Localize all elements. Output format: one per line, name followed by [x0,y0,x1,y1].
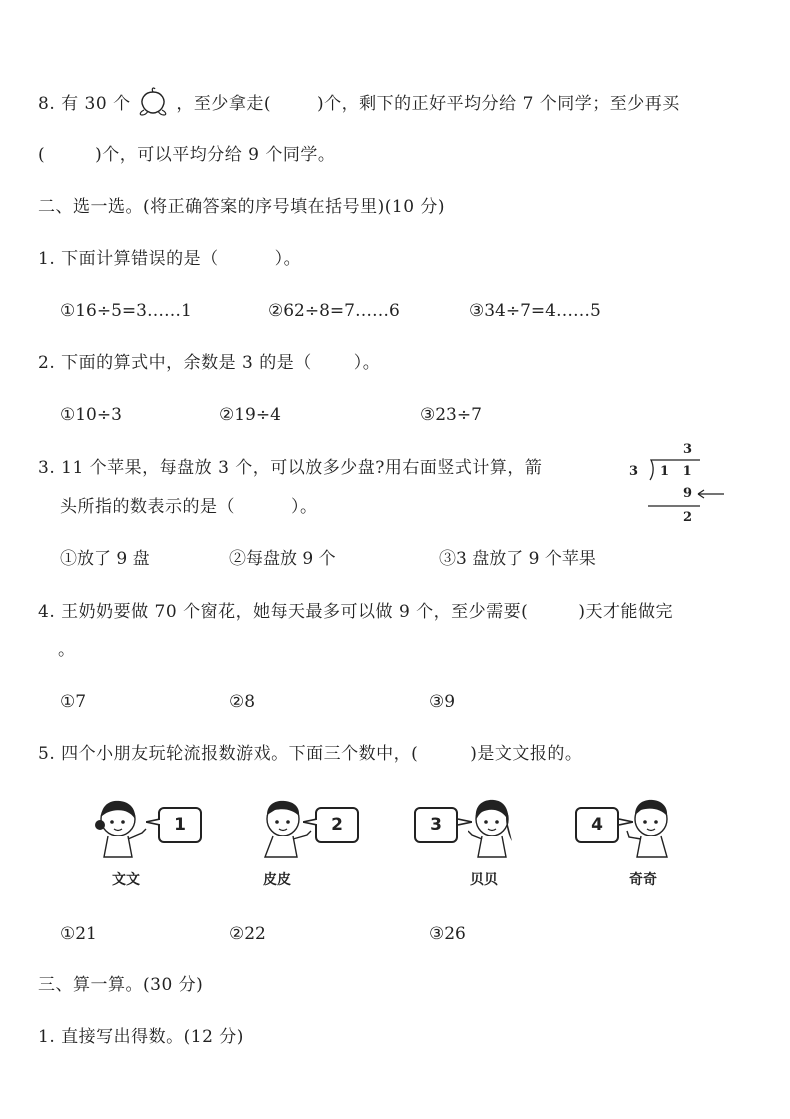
bubble-tail-icon [303,817,317,827]
q8-text-a: 8. 有 30 个 [38,94,131,114]
s2-q2-text-a: 2. 下面的算式中，余数是 3 的是（ [38,353,312,373]
division-quotient: 3 [683,442,693,457]
s2-q1-option-1[interactable]: ①16÷5=3……1 [60,301,192,321]
section2-heading: 二、选一选。(将正确答案的序号填在括号里)(10 分) [38,197,446,217]
peach-icon [136,86,170,123]
s2-q4-option-2[interactable]: ②8 [229,692,256,712]
q8-text-d: ( [38,145,46,165]
s2-q5-option-3[interactable]: ③26 [429,924,466,944]
s2-q3-option-1[interactable]: ①放了 9 盘 [60,549,150,569]
s2-q5-text-a: 5. 四个小朋友玩轮流报数游戏。下面三个数中，( [38,744,419,764]
s2-q1-option-3[interactable]: ③34÷7=4……5 [469,301,601,321]
q8-line1 [38,86,680,123]
s2-q4-option-1[interactable]: ①7 [60,692,87,712]
s2-q3-option-3[interactable]: ③3 盘放了 9 个苹果 [439,549,596,569]
q8-text-e: )个，可以平均分给 9 个同学。 [95,145,336,165]
s2-q1-stem [38,247,301,271]
s2-q4-text-a: 4. 王奶奶要做 70 个窗花，她每天最多可以做 9 个，至少需要( [38,602,529,622]
s2-q3-option-2[interactable]: ②每盘放 9 个 [229,549,336,569]
speech-bubble-4: 4 [575,807,619,843]
s2-q1-text-b: ）。 [274,249,302,269]
kid-label-wenwen: 文文 [112,872,140,888]
s2-q1-option-2[interactable]: ②62÷8=7……6 [268,301,400,321]
boy-icon [625,795,685,865]
speech-bubble-2: 2 [315,807,359,843]
s2-q2-option-1[interactable]: ①10÷3 [60,405,122,425]
s2-q2-stem [38,351,380,375]
s2-q2-text-b: ）。 [353,353,381,373]
kid-label-beibei: 贝贝 [470,872,498,888]
section3-q1: 1. 直接写出得数。(12 分) [38,1027,244,1047]
s2-q5-stem [38,742,582,766]
s2-q2-option-3[interactable]: ③23÷7 [420,405,482,425]
kid-qiqi [573,795,693,895]
girl-icon [92,795,152,865]
kid-label-qiqi: 奇奇 [629,872,657,888]
kid-pipi [257,795,377,895]
boy-icon [257,795,317,865]
q8-line2 [38,143,335,167]
s2-q3-line2 [60,495,318,519]
girl-icon [468,795,528,865]
q8-text-b: ，至少拿走( [176,94,272,114]
s2-q1-text-a: 1. 下面计算错误的是（ [38,249,219,269]
s2-q5-text-b: )是文文报的。 [470,744,583,764]
kid-beibei [412,795,532,895]
s2-q5-option-2[interactable]: ②22 [229,924,266,944]
s2-q3-text-b: ）。 [291,497,318,517]
q8-text-c: )个，剩下的正好平均分给 7 个同学；至少再买 [317,94,680,114]
s2-q4-line2: 。 [58,640,76,660]
division-dividend: 1 1 [660,464,692,479]
bubble-tail-icon [146,817,160,827]
s2-q4-text-b: )天才能做完 [578,602,673,622]
division-lines [620,440,730,530]
s2-q2-option-2[interactable]: ②19÷4 [219,405,281,425]
s2-q4-option-3[interactable]: ③9 [429,692,456,712]
s2-q3-text-a: 头所指的数表示的是（ [60,497,235,517]
s2-q4-line1 [38,600,673,624]
division-divisor: 3 [629,464,639,479]
speech-bubble-3: 3 [414,807,458,843]
kid-wenwen [92,795,212,895]
division-remainder: 2 [683,510,693,525]
kid-label-pipi: 皮皮 [263,872,291,888]
section3-heading: 三、算一算。(30 分) [38,975,204,995]
speech-bubble-1: 1 [158,807,202,843]
s2-q3-line1: 3. 11 个苹果，每盘放 3 个，可以放多少盘?用右面竖式计算，箭 [38,458,543,478]
long-division-figure [620,440,730,530]
division-product: 9 [683,486,693,501]
s2-q5-option-1[interactable]: ①21 [60,924,97,944]
